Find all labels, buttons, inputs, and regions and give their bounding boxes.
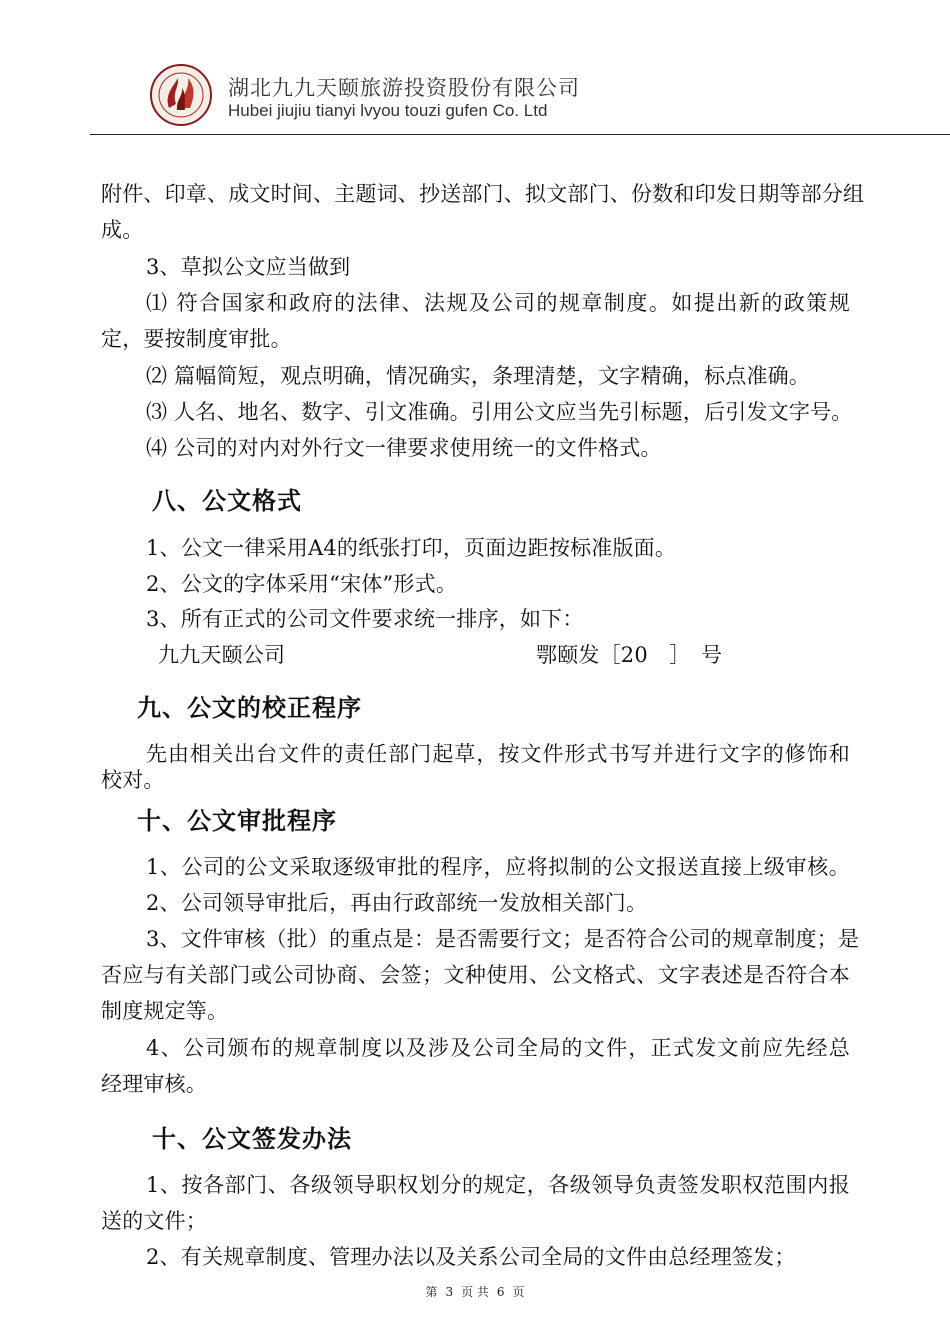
paragraph-line: 经理审核。 (101, 1072, 207, 1096)
format-example-left: 九九天颐公司 (158, 643, 286, 667)
list-item: 1、公司的公文采取逐级审批的程序，应将拟制的公文报送直接上级审核。 (146, 855, 850, 879)
list-item: 2、有关规章制度、管理办法以及关系公司全局的文件由总经理签发； (146, 1245, 796, 1269)
paragraph-line: 先由相关出台文件的责任部门起草，按文件形式书写并进行文字的修饰和 (146, 742, 850, 766)
paragraph-line: 送的文件； (101, 1209, 207, 1233)
paragraph-line: 定，要按制度审批。 (101, 327, 292, 351)
paragraph-line: 制度规定等。 (101, 999, 229, 1023)
section-heading: 十、公文审批程序 (137, 807, 337, 835)
list-item: ⑷ 公司的对内对外行文一律要求使用统一的文件格式。 (146, 436, 662, 460)
header-divider (90, 134, 950, 135)
page-label-pre: 第 (425, 1285, 438, 1299)
list-item: 4、公司颁布的规章制度以及涉及公司全局的文件，正式发文前应先经总 (146, 1036, 850, 1060)
list-item: 1、公文一律采用A4的纸张打印，页面边距按标准版面。 (146, 536, 677, 560)
list-item: 1、按各部门、各级领导职权划分的规定，各级领导负责签发职权范围内报 (146, 1173, 850, 1197)
list-item: ⑵ 篇幅简短，观点明确，情况确实，条理清楚，文字精确，标点准确。 (146, 364, 811, 388)
section-heading: 九、公文的校正程序 (137, 694, 362, 722)
company-name-cn: 湖北九九天颐旅游投资股份有限公司 (228, 76, 580, 100)
list-item: 2、公文的字体采用“宋体”形式。 (146, 572, 458, 596)
paragraph-line: 成。 (101, 218, 144, 242)
list-item: ⑴ 符合国家和政府的法律、法规及公司的规章制度。如提出新的政策规 (146, 291, 850, 315)
format-example-right: 鄂颐发［20 ］ 号 (536, 643, 723, 667)
list-item: 3、草拟公文应当做到 (146, 255, 351, 279)
list-item: 3、所有正式的公司文件要求统一排序，如下： (146, 607, 584, 631)
company-name-en: Hubei jiujiu tianyi lvyou touzi gufen Co. Ltd (228, 101, 548, 120)
list-item: ⑶ 人名、地名、数字、引文准确。引用公文应当先引标题，后引发文字号。 (146, 400, 853, 424)
section-heading: 十、公文签发办法 (152, 1125, 352, 1153)
page-footer (0, 1283, 950, 1300)
page-label-mid: 页 共 (461, 1285, 489, 1299)
list-item: 3、文件审核（批）的重点是：是否需要行文；是否符合公司的规章制度；是 (146, 927, 860, 951)
paragraph-line: 附件、印章、成文时间、主题词、抄送部门、拟文部门、份数和印发日期等部分组 (101, 182, 865, 206)
page-header (0, 0, 950, 140)
paragraph-line: 校对。 (101, 768, 165, 792)
page-current: 3 (445, 1285, 454, 1299)
company-seal-logo-icon (150, 64, 212, 126)
paragraph-line: 否应与有关部门或公司协商、会签；文种使用、公文格式、文字表述是否符合本 (101, 963, 850, 987)
list-item: 2、公司领导审批后，再由行政部统一发放相关部门。 (146, 891, 648, 915)
page-label-post: 页 (512, 1285, 525, 1299)
section-heading: 八、公文格式 (152, 487, 302, 515)
page-total: 6 (496, 1285, 505, 1299)
